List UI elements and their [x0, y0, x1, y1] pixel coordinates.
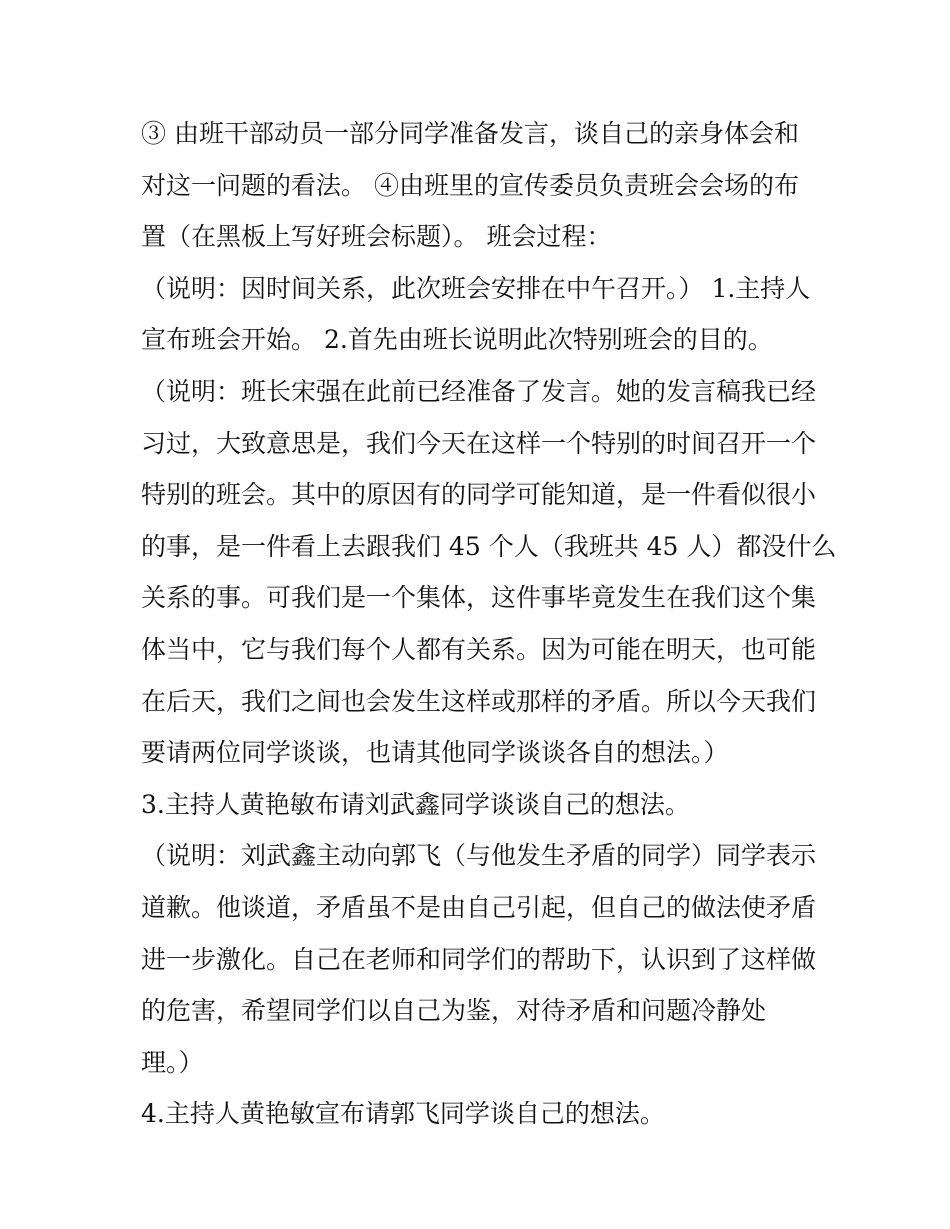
- text-line: （说明：刘武鑫主动向郭飞（与他发生矛盾的同学）同学表示: [141, 841, 817, 871]
- text-line: 的事，是一件看上去跟我们 45 个人（我班共 45 人）都没什么: [141, 531, 837, 561]
- text-line: 体当中，它与我们每个人都有关系。因为可能在明天，也可能: [141, 634, 817, 664]
- text-line: （说明：因时间关系，此次班会安排在中午召开。） 1.主持人: [141, 273, 811, 303]
- text-line: （说明：班长宋强在此前已经准备了发言。她的发言稿我已经: [141, 376, 817, 406]
- text-line: 要请两位同学谈谈，也请其他同学谈谈各自的想法。）: [141, 738, 729, 768]
- text-line: 特别的班会。其中的原因有的同学可能知道，是一件看似很小: [141, 480, 817, 510]
- text-line: 4.主持人黄艳敏宣布请郭飞同学谈自己的想法。: [141, 1099, 665, 1129]
- text-line: 对这一问题的看法。 ④由班里的宣传委员负责班会会场的布: [141, 170, 799, 200]
- text-line: 道歉。他谈道，矛盾虽不是由自己引起，但自己的做法使矛盾: [141, 892, 817, 922]
- text-line: 关系的事。可我们是一个集体，这件事毕竟发生在我们这个集: [141, 583, 817, 613]
- text-line: 习过，大致意思是，我们今天在这样一个特别的时间召开一个: [141, 428, 817, 458]
- text-line: 在后天，我们之间也会发生这样或那样的矛盾。所以今天我们: [141, 686, 817, 716]
- text-line: 进一步激化。自己在老师和同学们的帮助下，认识到了这样做: [141, 944, 817, 974]
- text-line: 置（在黑板上写好班会标题）。 班会过程：: [141, 222, 612, 252]
- text-line: 理。）: [141, 1047, 204, 1077]
- document-body: [141, 108, 837, 1140]
- text-line: ③ 由班干部动员一部分同学准备发言，谈自己的亲身体会和: [141, 119, 799, 148]
- text-line: 的危害，希望同学们以自己为鉴，对待矛盾和问题冷静处: [141, 996, 767, 1026]
- text-line: 3.主持人黄艳敏布请刘武鑫同学谈谈自己的想法。: [141, 789, 690, 819]
- text-line: 宣布班会开始。 2.首先由班长说明此次特别班会的目的。: [141, 325, 773, 355]
